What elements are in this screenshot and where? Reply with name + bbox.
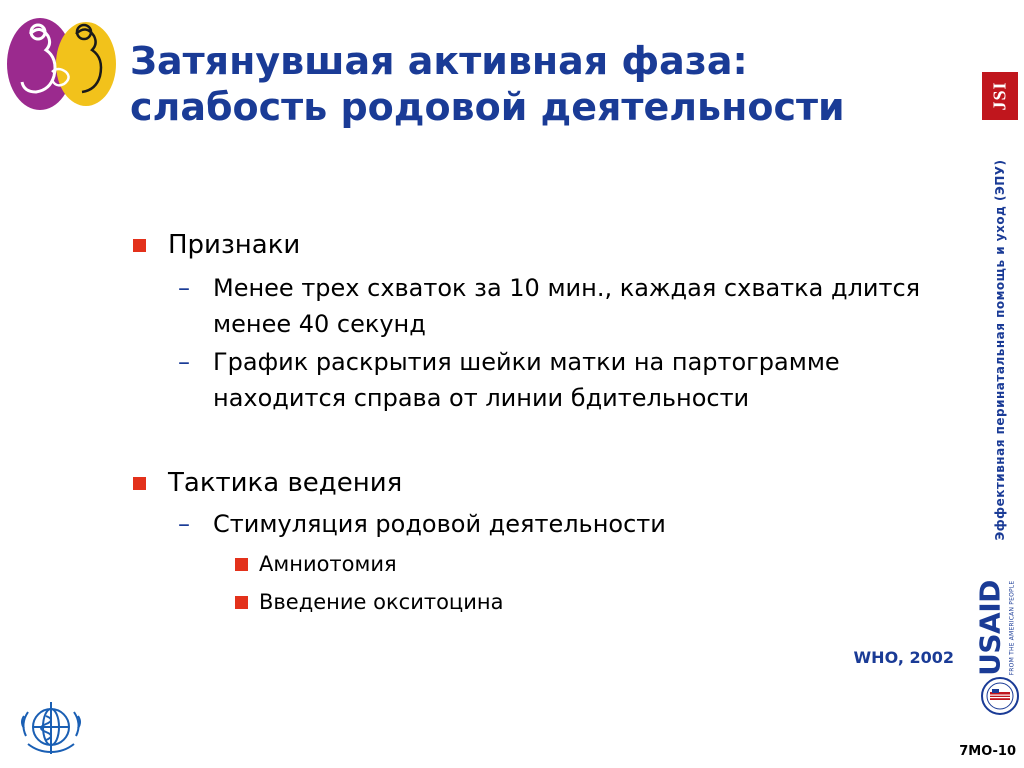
slide-number: 7MO-10	[959, 744, 1016, 759]
bullet-square-icon	[235, 596, 248, 609]
usaid-logo	[973, 580, 1020, 676]
sidebar-vertical-title: Эффективная перинатальная помощь и уход (ЭПУ)	[993, 159, 1007, 541]
section-heading: Признаки	[168, 230, 301, 260]
jsi-logo-text: JSI	[989, 81, 1010, 111]
slide-title-line1: Затянувшая активная фаза:	[130, 39, 748, 83]
bullet-text: Введение окситоцина	[259, 590, 504, 614]
bullet-text: График раскрытия шейки матки на партограмме находится справа от линии бдительности	[213, 348, 840, 412]
usaid-logo-text: USAID	[973, 580, 1007, 676]
bullet-text: Стимуляция родовой деятельности	[213, 510, 666, 538]
who-emblem-icon	[16, 696, 86, 760]
bullet-square-icon	[133, 239, 146, 252]
slide-title-line2: слабость родовой деятельности	[130, 85, 845, 129]
bullet-square-icon	[133, 477, 146, 490]
citation: WHO, 2002	[853, 648, 954, 667]
section-heading: Тактика ведения	[168, 468, 403, 498]
usaid-tagline: FROM THE AMERICAN PEOPLE	[1008, 580, 1016, 676]
jsi-logo	[982, 72, 1018, 120]
dash-icon: –	[178, 274, 190, 302]
bullet-square-icon	[235, 558, 248, 571]
bullet-text: Амниотомия	[259, 552, 397, 576]
usaid-seal-icon	[980, 676, 1020, 716]
dash-icon: –	[178, 348, 190, 376]
dash-icon: –	[178, 510, 190, 538]
bullet-text: Менее трех схваток за 10 мин., каждая схватка длится менее 40 секунд	[213, 274, 921, 338]
